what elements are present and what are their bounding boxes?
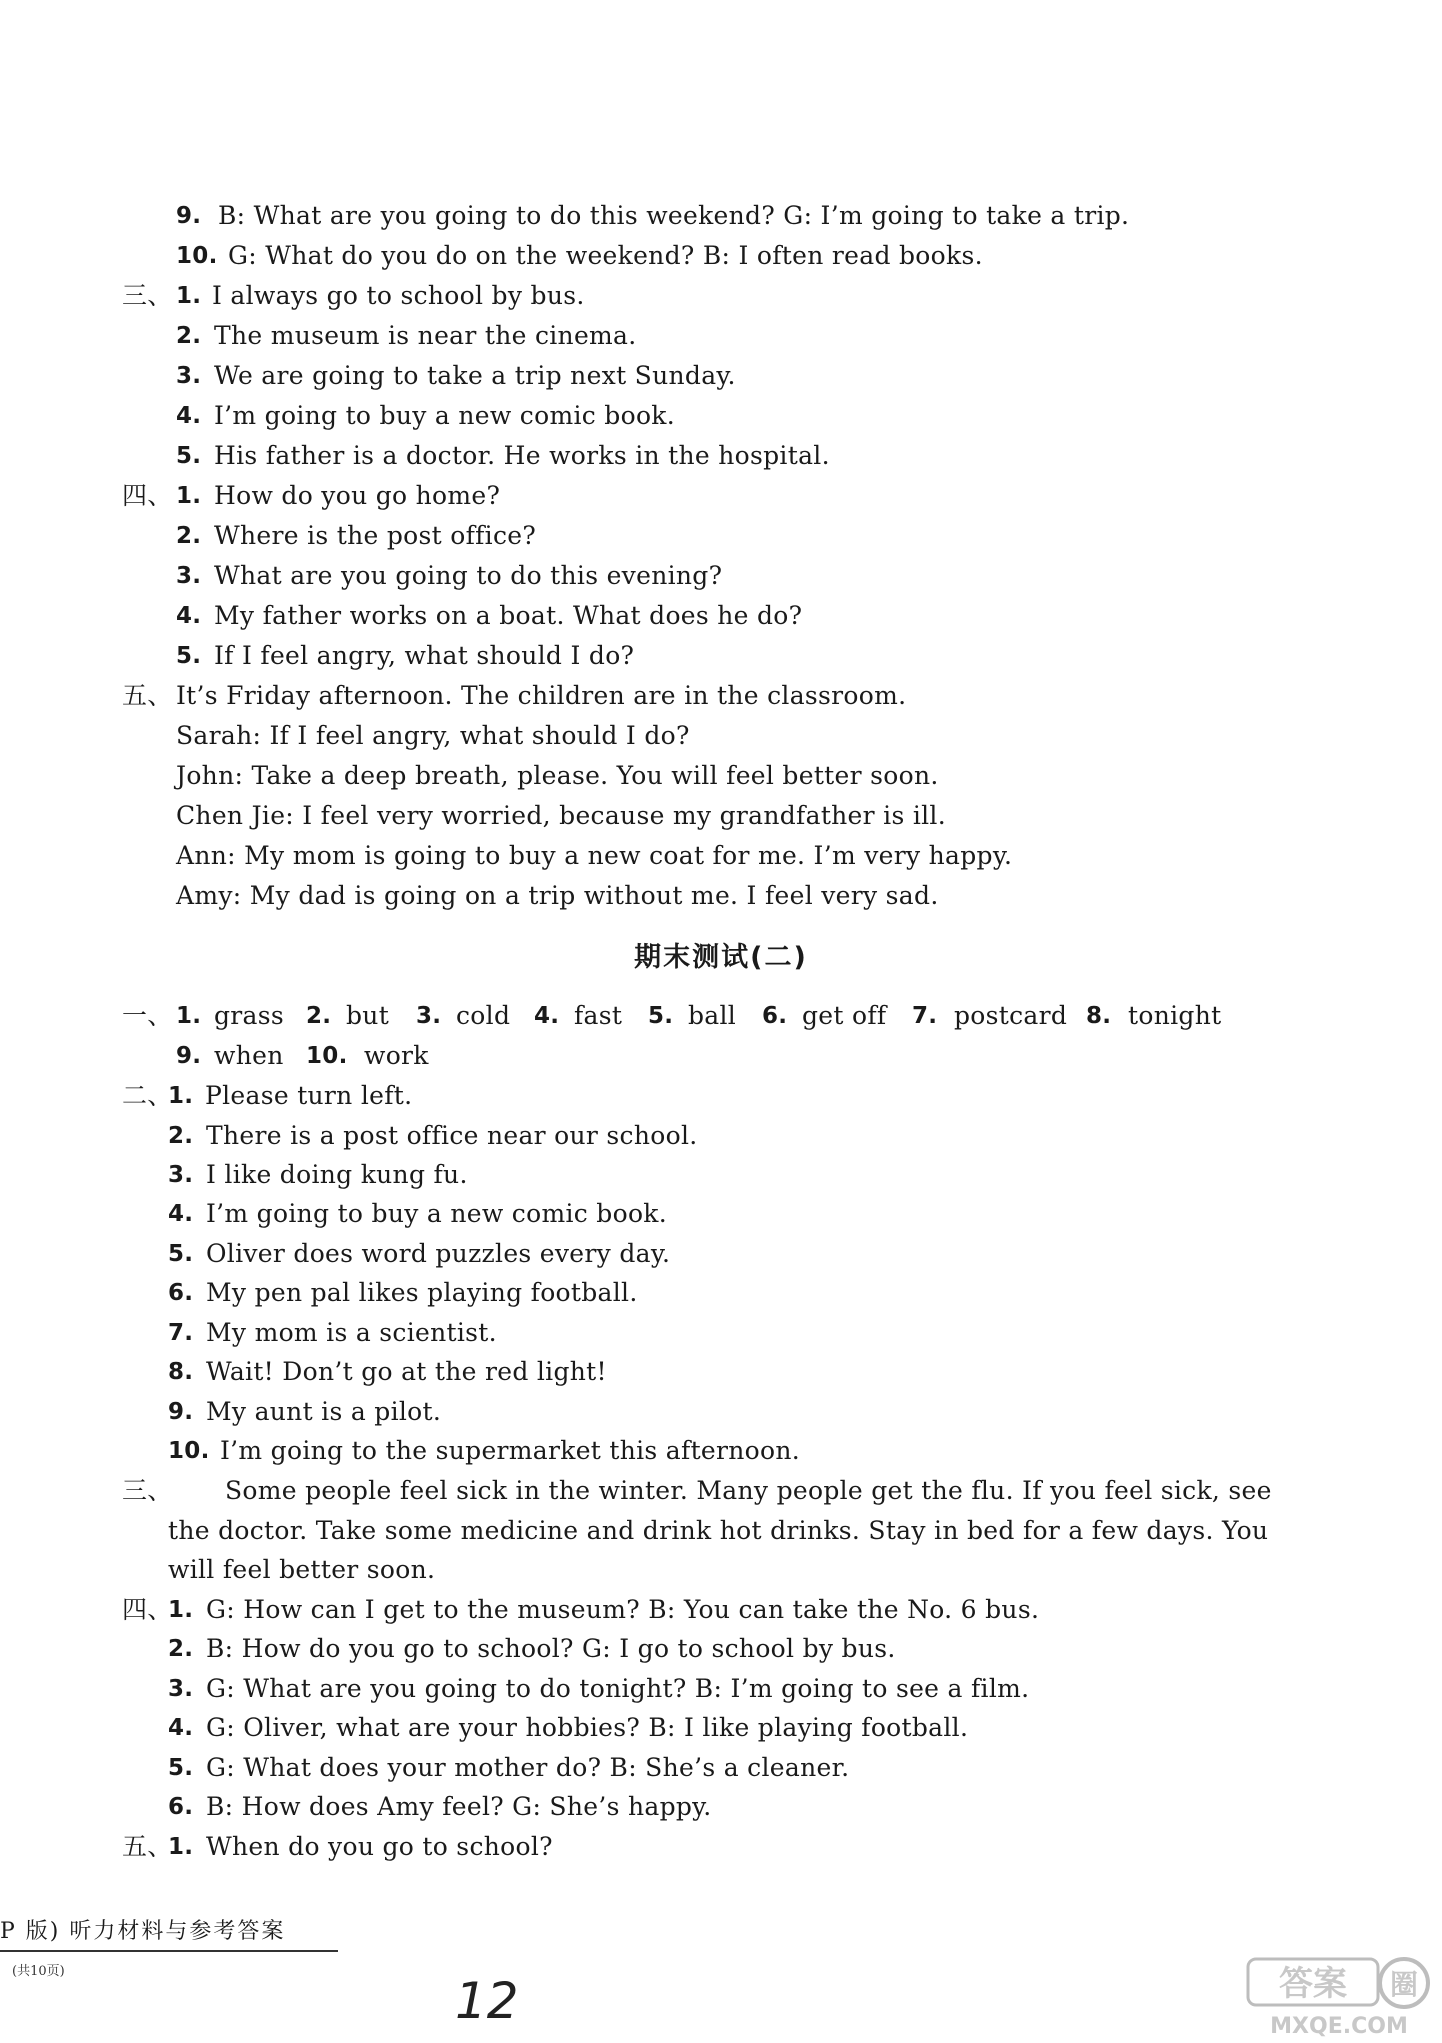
section-marker: 二、: [122, 1081, 173, 1110]
item-number: 2.: [306, 1003, 332, 1029]
item-text: Where is the post office?: [214, 521, 537, 550]
section-marker: 四、: [122, 1595, 173, 1624]
item-text: grass: [214, 1001, 285, 1030]
item-text: G: Oliver, what are your hobbies? B: I like playing football.: [206, 1713, 969, 1742]
item-text: tonight: [1128, 1001, 1222, 1030]
item-text: How do you go home?: [214, 481, 501, 510]
item-text: I’m going to buy a new comic book.: [214, 401, 675, 430]
item-number: 2.: [176, 523, 202, 549]
item-text: fast: [574, 1001, 623, 1030]
item-text: His father is a doctor. He works in the hospital.: [214, 441, 830, 470]
item-number: 5.: [648, 1003, 674, 1029]
dialogue-line: It’s Friday afternoon. The children are in the classroom.: [176, 681, 907, 710]
dialogue-line: Sarah: If I feel angry, what should I do?: [176, 721, 690, 750]
item-number: 4.: [176, 403, 202, 429]
item-text: My father works on a boat. What does he do?: [214, 601, 803, 630]
section-marker: 一、: [122, 1001, 173, 1030]
item-number: 6.: [762, 1003, 788, 1029]
item-number: 1.: [176, 483, 202, 509]
item-text: The museum is near the cinema.: [214, 321, 637, 350]
item-number: 10.: [168, 1438, 210, 1464]
item-text: G: How can I get to the museum? B: You can take the No. 6 bus.: [206, 1595, 1040, 1624]
item-text: When do you go to school?: [206, 1832, 553, 1861]
watermark-icon: [1244, 1953, 1434, 2039]
item-text: My pen pal likes playing football.: [206, 1278, 638, 1307]
footer-divider: [0, 1950, 338, 1952]
item-text: I’m going to the supermarket this afternoon.: [220, 1436, 801, 1465]
item-text: ball: [688, 1001, 737, 1030]
item-number: 4.: [168, 1201, 194, 1227]
item-number: 5.: [176, 643, 202, 669]
item-text: I’m going to buy a new comic book.: [206, 1199, 667, 1228]
item-number: 5.: [168, 1241, 194, 1267]
item-text: G: What does your mother do? B: She’s a cleaner.: [206, 1753, 850, 1782]
item-text: cold: [456, 1001, 511, 1030]
item-number: 9.: [176, 203, 202, 229]
item-number: 4.: [168, 1715, 194, 1741]
item-number: 7.: [168, 1320, 194, 1346]
item-number: 6.: [168, 1794, 194, 1820]
item-text: There is a post office near our school.: [206, 1121, 698, 1150]
item-text: get off: [802, 1001, 887, 1030]
item-number: 10.: [306, 1043, 348, 1069]
item-text: We are going to take a trip next Sunday.: [214, 361, 736, 390]
item-number: 1.: [168, 1083, 194, 1109]
item-number: 1.: [176, 283, 202, 309]
item-text: work: [364, 1041, 429, 1070]
handwritten-page-number: 12: [455, 1972, 519, 2030]
item-text: I like doing kung fu.: [206, 1160, 468, 1189]
svg-text:圈: 圈: [1389, 1968, 1419, 2001]
item-number: 3.: [176, 363, 202, 389]
item-text: but: [346, 1001, 390, 1030]
footer-page-count: (共10页): [12, 1964, 65, 1979]
item-number: 1.: [168, 1597, 194, 1623]
item-text: If I feel angry, what should I do?: [214, 641, 635, 670]
section-marker: 三、: [122, 281, 173, 310]
item-text: B: How do you go to school? G: I go to school by bus.: [206, 1634, 896, 1663]
paragraph-line: will feel better soon.: [168, 1555, 436, 1584]
item-text: My aunt is a pilot.: [206, 1397, 442, 1426]
dialogue-line: John: Take a deep breath, please. You will feel better soon.: [176, 761, 939, 790]
dialogue-line: Amy: My dad is going on a trip without me. I feel very sad.: [176, 881, 939, 910]
dialogue-line: Ann: My mom is going to buy a new coat for me. I’m very happy.: [176, 841, 1013, 870]
item-number: 5.: [168, 1755, 194, 1781]
item-text: G: What do you do on the weekend? B: I often read books.: [228, 241, 983, 270]
item-number: 8.: [1086, 1003, 1112, 1029]
item-number: 9.: [168, 1399, 194, 1425]
item-number: 10.: [176, 243, 218, 269]
paragraph-line: the doctor. Take some medicine and drink hot drinks. Stay in bed for a few days. You: [168, 1516, 1269, 1545]
item-number: 5.: [176, 443, 202, 469]
item-number: 3.: [176, 563, 202, 589]
item-text: I always go to school by bus.: [212, 281, 585, 310]
footer-label: P 版) 听力材料与参考答案: [0, 1919, 286, 1944]
item-number: 9.: [176, 1043, 202, 1069]
item-number: 3.: [416, 1003, 442, 1029]
item-text: Please turn left.: [205, 1081, 413, 1110]
item-number: 3.: [168, 1676, 194, 1702]
item-number: 4.: [176, 603, 202, 629]
item-text: G: What are you going to do tonight? B: I’m going to see a film.: [206, 1674, 1030, 1703]
paragraph-line: Some people feel sick in the winter. Many people get the flu. If you feel sick, see: [225, 1476, 1272, 1505]
item-text: My mom is a scientist.: [206, 1318, 497, 1347]
item-number: 2.: [176, 323, 202, 349]
item-number: 6.: [168, 1280, 194, 1306]
item-number: 3.: [168, 1162, 194, 1188]
item-text: Wait! Don’t go at the red light!: [206, 1357, 607, 1386]
item-text: B: How does Amy feel? G: She’s happy.: [206, 1792, 712, 1821]
item-number: 7.: [912, 1003, 938, 1029]
section-marker: 四、: [122, 481, 173, 510]
svg-text:答案: 答案: [1279, 1964, 1347, 2004]
watermark-logo: [1244, 1953, 1434, 2039]
item-number: 2.: [168, 1123, 194, 1149]
item-number: 2.: [168, 1636, 194, 1662]
item-number: 1.: [176, 1003, 202, 1029]
section-marker: 五、: [122, 681, 173, 710]
item-text: Oliver does word puzzles every day.: [206, 1239, 671, 1268]
item-text: postcard: [954, 1001, 1068, 1030]
item-text: B: What are you going to do this weekend? G: I’m going to take a trip.: [218, 201, 1130, 230]
item-number: 8.: [168, 1359, 194, 1385]
section-marker: 五、: [122, 1832, 173, 1861]
item-number: 4.: [534, 1003, 560, 1029]
test-title: 期末测试(二): [634, 942, 808, 973]
section-marker: 三、: [122, 1476, 173, 1505]
watermark-text: MXQE.COM: [1270, 2014, 1408, 2039]
item-text: What are you going to do this evening?: [214, 561, 723, 590]
item-number: 1.: [168, 1834, 194, 1860]
item-text: when: [214, 1041, 284, 1070]
dialogue-line: Chen Jie: I feel very worried, because my grandfather is ill.: [176, 801, 946, 830]
